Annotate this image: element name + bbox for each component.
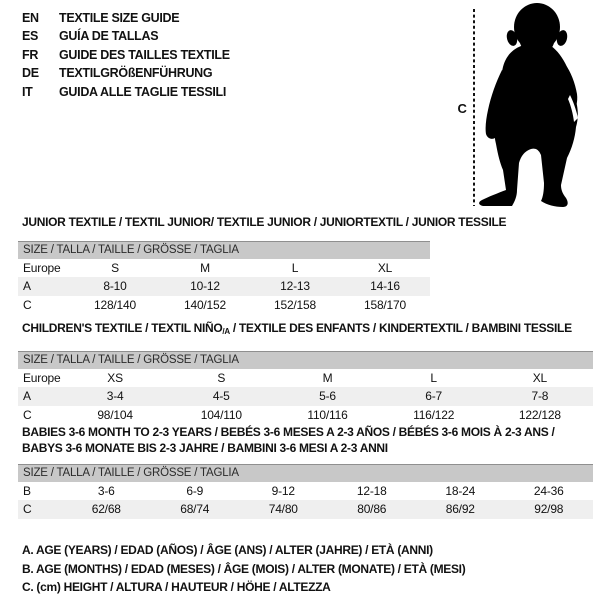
- row-label: C: [23, 407, 32, 422]
- table-row: [18, 387, 593, 406]
- row-label: B: [23, 483, 31, 498]
- table-cell: M: [200, 260, 210, 275]
- table-row: [18, 406, 593, 425]
- table-cell: S: [217, 370, 226, 385]
- table-cell: 62/68: [62, 500, 151, 519]
- table-row: [18, 369, 593, 388]
- table-cell: 128/140: [94, 297, 136, 312]
- language-code: ES: [22, 29, 39, 44]
- table-row: [18, 500, 593, 519]
- language-row: [22, 9, 230, 27]
- language-row: [22, 46, 230, 64]
- row-label: Europe: [23, 260, 61, 275]
- table-cell: L: [291, 260, 299, 275]
- table-cell: 12-18: [356, 483, 387, 498]
- table-row: [18, 482, 593, 501]
- table-cell: XL: [377, 260, 393, 275]
- row-label: C: [18, 500, 62, 519]
- children-section-title: [18, 321, 593, 339]
- row-label: C: [23, 297, 32, 312]
- title-line-2: BABYS 3-6 MONATE BIS 2-3 JAHRE / BAMBINI 3-6 MESI A 2-3 ANNI: [22, 441, 388, 455]
- footnote-a: A. AGE (YEARS) / EDAD (AÑOS) / ÂGE (ANS) / ALTER (JAHRE) / ETÀ (ANNI): [22, 543, 433, 557]
- toddler-figure: [440, 0, 600, 215]
- babies-size-table: [18, 464, 593, 519]
- table-cell: 3-6: [97, 483, 115, 498]
- row-label: A: [18, 387, 62, 406]
- table-cell: 6-7: [381, 387, 487, 406]
- language-code: FR: [22, 47, 39, 62]
- measure-legend: [22, 541, 465, 597]
- table-cell: 24-36: [533, 483, 564, 498]
- table-cell: 10-12: [160, 277, 250, 296]
- language-title: GUIDA ALLE TAGLIE TESSILI: [59, 84, 227, 99]
- table-cell: 122/128: [518, 407, 561, 422]
- table-cell: 152/158: [274, 297, 316, 312]
- table-cell: L: [430, 370, 437, 385]
- height-measure-label: C: [457, 101, 467, 116]
- row-label: Europe: [23, 370, 61, 385]
- table-cell: 4-5: [168, 387, 274, 406]
- table-cell: S: [111, 260, 119, 275]
- language-title-list: [22, 9, 230, 101]
- toddler-silhouette-icon: [440, 0, 600, 215]
- babies-section-title: [18, 424, 593, 456]
- language-code: EN: [22, 11, 39, 25]
- size-band-header: SIZE / TALLA / TAILLE / GRÖSSE / TAGLIA: [18, 352, 593, 369]
- table-cell: 110/116: [307, 407, 348, 422]
- table-cell: 3-4: [62, 387, 168, 406]
- title-line-1: BABIES 3-6 MONTH TO 2-3 YEARS / BEBÉS 3-6 MESES A 2-3 AÑOS / BÉBÉS 3-6 MOIS À 2-3 ANS /: [22, 425, 555, 439]
- junior-size-section: [18, 215, 507, 314]
- table-cell: 116/122: [413, 407, 455, 422]
- babies-size-section: [18, 424, 593, 519]
- language-code: DE: [22, 66, 39, 81]
- table-row: [18, 277, 430, 296]
- table-cell: 14-16: [340, 277, 430, 296]
- language-row: [22, 27, 230, 45]
- title-subscript: /A: [222, 327, 230, 336]
- title-text: CHILDREN'S TEXTILE / TEXTIL NIÑO: [22, 321, 223, 335]
- table-cell: 5-6: [274, 387, 380, 406]
- size-band-header: SIZE / TALLA / TAILLE / GRÖSSE / TAGLIA: [18, 242, 430, 259]
- language-code: IT: [22, 84, 33, 99]
- row-label: A: [18, 277, 70, 296]
- language-row: [22, 83, 230, 101]
- table-cell: 74/80: [239, 500, 328, 519]
- table-cell: 18-24: [445, 483, 476, 498]
- table-cell: 12-13: [250, 277, 340, 296]
- table-cell: 9-12: [271, 483, 295, 498]
- table-row: [18, 259, 430, 278]
- table-cell: 6-9: [186, 483, 204, 498]
- table-cell: 104/110: [200, 407, 242, 422]
- language-title: GUÍA DE TALLAS: [59, 29, 159, 44]
- table-row: [18, 296, 430, 315]
- table-cell: 98/104: [97, 407, 133, 422]
- table-cell: 68/74: [151, 500, 240, 519]
- table-cell: 80/86: [328, 500, 417, 519]
- language-title: TEXTILGRÖßENFÜHRUNG: [59, 66, 213, 81]
- title-text: / TEXTILE DES ENFANTS / KINDERTEXTIL / BAMBINI TESSILE: [229, 321, 572, 335]
- language-title: TEXTILE SIZE GUIDE: [59, 11, 180, 25]
- size-band-header: SIZE / TALLA / TAILLE / GRÖSSE / TAGLIA: [18, 465, 593, 482]
- table-cell: 8-10: [70, 277, 160, 296]
- language-row: [22, 64, 230, 82]
- children-size-table: [18, 351, 593, 424]
- table-cell: 158/170: [364, 297, 406, 312]
- table-cell: 86/92: [416, 500, 505, 519]
- table-cell: M: [322, 370, 333, 385]
- junior-section-title: JUNIOR TEXTILE / TEXTIL JUNIOR/ TEXTILE JUNIOR / JUNIORTEXTIL / JUNIOR TESSILE: [22, 215, 507, 229]
- footnote-b: B. AGE (MONTHS) / EDAD (MESES) / ÂGE (MOIS) / ALTER (MONATE) / ETÀ (MESI): [22, 561, 466, 576]
- language-title: GUIDE DES TAILLES TEXTILE: [59, 47, 230, 62]
- junior-size-table: [18, 241, 430, 314]
- table-cell: 140/152: [184, 297, 226, 312]
- table-cell: XL: [532, 370, 548, 385]
- table-cell: XS: [107, 370, 123, 385]
- footnote-c: C. (cm) HEIGHT / ALTURA / HAUTEUR / HÖHE / ALTEZZA: [22, 580, 331, 595]
- children-size-section: [18, 321, 593, 424]
- table-cell: 7-8: [487, 387, 593, 406]
- table-cell: 92/98: [505, 500, 594, 519]
